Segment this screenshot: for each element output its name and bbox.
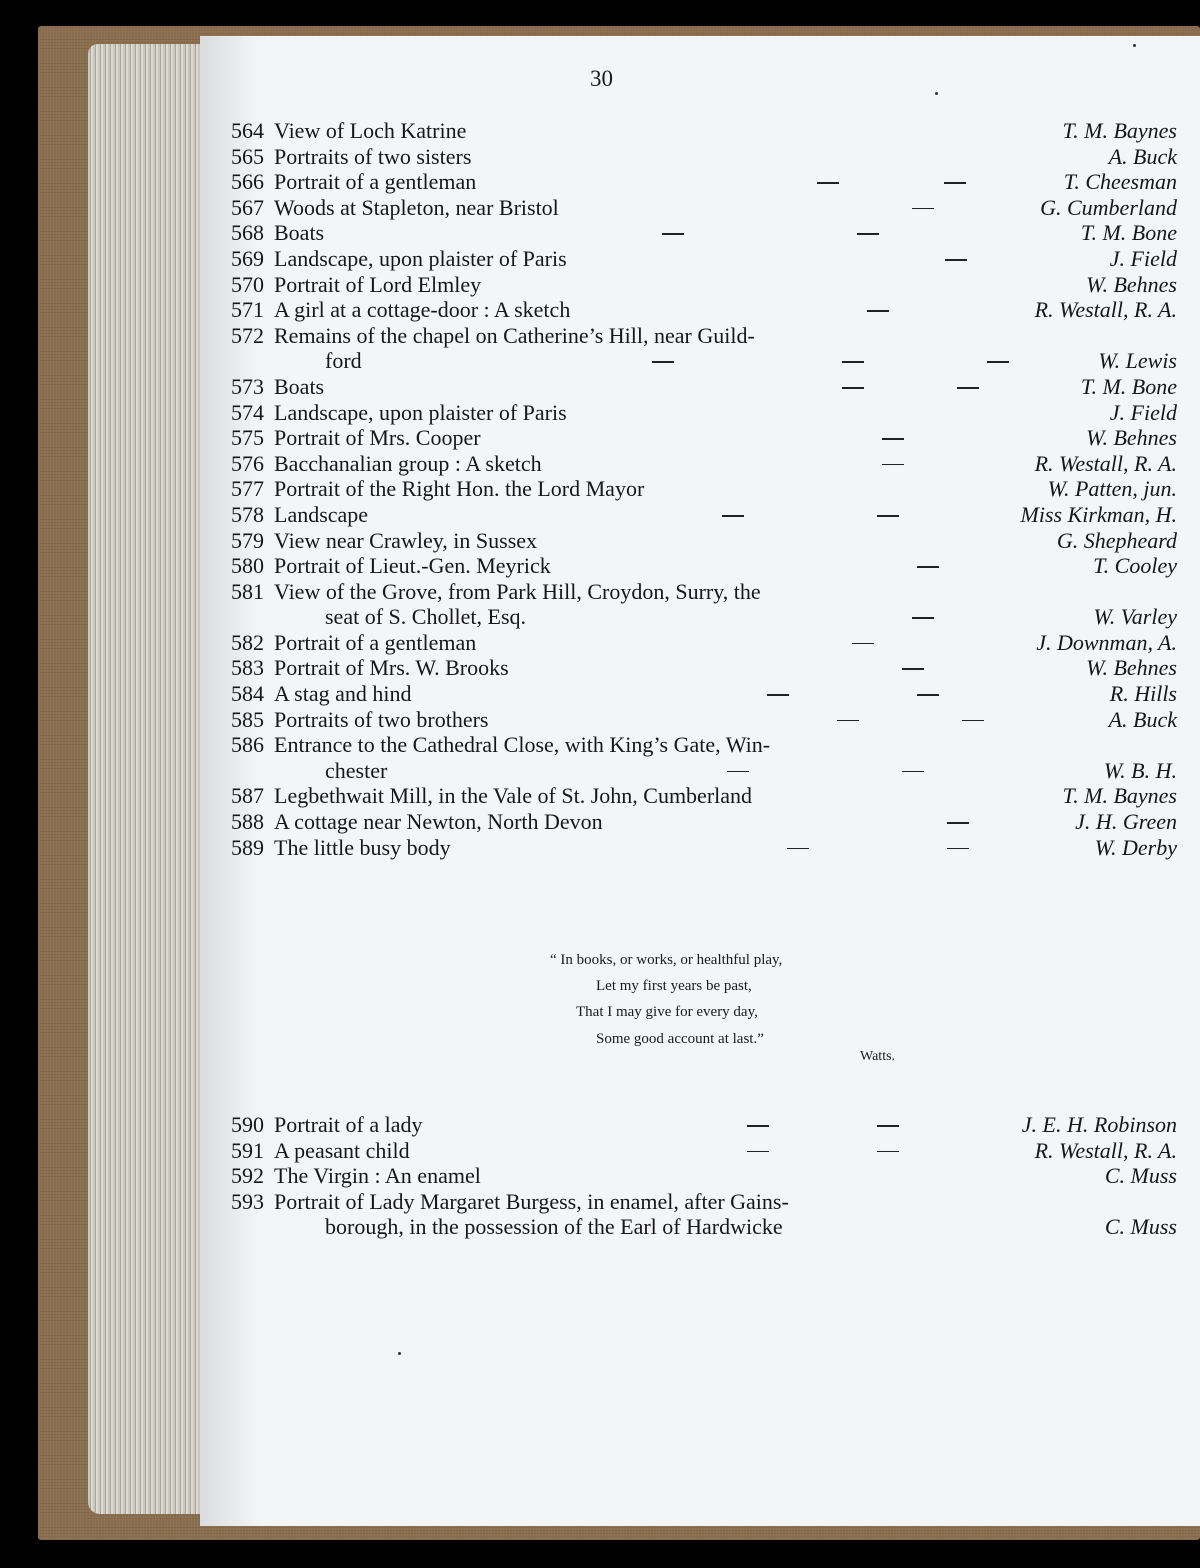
leader-dash	[722, 515, 744, 517]
leader-dash	[877, 515, 899, 517]
entry-artist: C. Muss	[1104, 1163, 1177, 1189]
entry-artist: J. E. H. Robinson	[1021, 1112, 1177, 1137]
leader-dash	[817, 182, 839, 184]
leader-dash	[882, 438, 904, 440]
entry-number: 566	[231, 169, 264, 195]
entry-number: 581	[231, 578, 264, 604]
entry-artist: W. Behnes	[1086, 271, 1177, 297]
leader-dash	[662, 233, 684, 235]
catalogue-entry	[222, 553, 1177, 579]
entry-number: 564	[231, 118, 264, 143]
entry-artist: T. Cooley	[1093, 553, 1177, 579]
page-edges	[88, 44, 208, 1514]
entry-title: View of Loch Katrine	[274, 118, 467, 143]
leader-dash	[857, 233, 879, 235]
quote-line: That I may give for every day,	[576, 1004, 758, 1020]
catalogue-entry	[222, 783, 1177, 809]
leader-dash	[882, 464, 904, 466]
entry-number: 583	[231, 655, 264, 681]
entry-title-continued: chester	[325, 757, 388, 783]
entry-number: 577	[231, 476, 264, 502]
entry-title: Remains of the chapel on Catherine’s Hill, near Guild-	[274, 322, 755, 348]
entry-artist: J. Field	[1109, 245, 1177, 271]
catalogue-entry	[222, 502, 1177, 528]
ink-speck	[935, 92, 938, 95]
leader-dash	[842, 387, 864, 389]
ink-speck	[398, 1352, 401, 1355]
entry-artist: T. M. Baynes	[1062, 783, 1177, 809]
entry-number: 580	[231, 553, 264, 579]
entry-artist: W. B. H.	[1103, 757, 1177, 783]
leader-dash	[917, 566, 939, 568]
leader-dash	[842, 361, 864, 363]
leader-dash	[877, 1151, 899, 1153]
quote-line: Some good account at last.”	[596, 1031, 764, 1047]
leader-dash	[747, 1125, 769, 1127]
entry-artist: Miss Kirkman, H.	[1020, 501, 1177, 527]
entry-number: 574	[231, 399, 264, 425]
catalogue-entry	[222, 655, 1177, 681]
entry-title-continued: ford	[325, 348, 362, 374]
entry-number: 572	[231, 322, 264, 348]
entry-number: 589	[231, 834, 264, 860]
leader-dash	[902, 668, 924, 670]
entry-number: 584	[231, 681, 264, 707]
catalogue-entry	[222, 630, 1177, 656]
entry-artist: T. Cheesman	[1063, 169, 1177, 195]
leader-dash	[867, 310, 889, 312]
catalogue-entry	[222, 297, 1177, 323]
catalogue-entry-continuation	[222, 1214, 1177, 1240]
catalogue-entry	[222, 835, 1177, 861]
entry-title: Woods at Stapleton, near Bristol	[274, 194, 559, 220]
entry-title: Landscape, upon plaister of Paris	[274, 399, 567, 425]
leader-dash	[767, 694, 789, 696]
entry-number: 582	[231, 629, 264, 655]
entry-artist: A. Buck	[1108, 706, 1177, 732]
leader-dash	[947, 848, 969, 850]
entry-number: 569	[231, 245, 264, 271]
catalogue-entry	[222, 374, 1177, 400]
entry-title: Portrait of a gentleman	[274, 629, 477, 655]
entry-title: Portraits of two sisters	[274, 143, 472, 169]
entry-number: 571	[231, 297, 264, 323]
entry-artist: W. Patten, jun.	[1047, 476, 1177, 502]
entry-number: 579	[231, 527, 264, 553]
entry-title: Boats	[274, 373, 325, 399]
quote-line: Let my first years be past,	[596, 978, 752, 994]
catalogue-entry	[222, 681, 1177, 707]
entry-title: Portrait of Mrs. Cooper	[274, 425, 481, 451]
catalogue-entry	[222, 220, 1177, 246]
entry-artist: T. M. Bone	[1080, 220, 1177, 246]
leader-dash	[877, 1125, 899, 1127]
catalogue-entry	[222, 169, 1177, 195]
entry-title: Bacchanalian group : A sketch	[274, 450, 542, 476]
quote-attribution: Watts.	[860, 1049, 896, 1064]
page-number: 30	[590, 66, 613, 91]
catalogue-entry	[222, 707, 1177, 733]
catalogue-entry	[222, 476, 1177, 502]
catalogue-entry	[222, 451, 1177, 477]
leader-dash	[947, 822, 969, 824]
ink-speck	[1133, 44, 1136, 47]
entry-number: 573	[231, 373, 264, 399]
entry-title: Portrait of Lieut.-Gen. Meyrick	[274, 553, 551, 579]
entry-number: 575	[231, 425, 264, 451]
entry-artist: T. M. Baynes	[1062, 118, 1177, 143]
entry-title: A peasant child	[274, 1137, 410, 1163]
entry-artist: R. Westall, R. A.	[1034, 297, 1177, 323]
entry-artist: W. Derby	[1094, 834, 1177, 860]
catalogue-entry	[222, 1163, 1177, 1189]
catalogue-entry	[222, 195, 1177, 221]
catalogue-entry	[222, 144, 1177, 170]
entry-number: 592	[231, 1163, 264, 1189]
entry-artist: J. Downman, A.	[1036, 629, 1177, 655]
catalogue-entry	[222, 528, 1177, 554]
entry-artist: G. Shepheard	[1056, 527, 1177, 553]
entry-artist: W. Behnes	[1086, 425, 1177, 451]
entry-artist: T. M. Bone	[1080, 373, 1177, 399]
catalogue-entries	[222, 118, 1177, 860]
leader-dash	[962, 720, 984, 722]
leader-dash	[957, 387, 979, 389]
leader-dash	[944, 182, 966, 184]
entry-number: 578	[231, 501, 264, 527]
entry-title: Entrance to the Cathedral Close, with King’s Gate, Win-	[274, 732, 771, 758]
leader-dash	[652, 361, 674, 363]
leader-dash	[912, 208, 934, 210]
entry-title: Landscape, upon plaister of Paris	[274, 245, 567, 271]
entry-title: Portrait of Mrs. W. Brooks	[274, 655, 509, 681]
entry-number: 590	[231, 1112, 264, 1137]
entry-artist: C. Muss	[1104, 1214, 1177, 1240]
catalogue-entry	[222, 425, 1177, 451]
entry-number: 588	[231, 809, 264, 835]
entry-artist: J. Field	[1109, 399, 1177, 425]
entry-title: Portrait of Lord Elmley	[274, 271, 482, 297]
catalogue-entry	[222, 272, 1177, 298]
entry-number: 576	[231, 450, 264, 476]
entry-title: The Virgin : An enamel	[274, 1163, 481, 1189]
entry-number: 586	[231, 732, 264, 758]
leader-dash	[787, 848, 809, 850]
entry-artist: R. Hills	[1109, 681, 1177, 707]
entry-title: Portrait of a gentleman	[274, 169, 477, 195]
leader-dash	[987, 361, 1009, 363]
entry-artist: J. H. Green	[1075, 809, 1177, 835]
entry-artist: R. Westall, R. A.	[1034, 450, 1177, 476]
entry-title: Portrait of Lady Margaret Burgess, in enamel, after Gains-	[274, 1188, 789, 1214]
leader-dash	[837, 720, 859, 722]
catalogue-entry-continuation	[222, 604, 1177, 630]
entry-title-continued: borough, in the possession of the Earl of Hardwicke	[325, 1214, 783, 1240]
catalogue-entry	[222, 246, 1177, 272]
catalogue-entry	[222, 809, 1177, 835]
catalogue-entry	[222, 400, 1177, 426]
leader-dash	[747, 1151, 769, 1153]
entry-number: 587	[231, 783, 264, 809]
entry-artist: R. Westall, R. A.	[1034, 1137, 1177, 1163]
catalogue-entry	[222, 118, 1177, 144]
catalogue-entry-continuation	[222, 348, 1177, 374]
catalogue-entry	[222, 323, 1177, 349]
entry-title: Landscape	[274, 501, 369, 527]
entry-number: 567	[231, 194, 264, 220]
leader-dash	[917, 694, 939, 696]
catalogue-entry	[222, 1112, 1177, 1138]
catalogue-entry-continuation	[222, 758, 1177, 784]
entry-title-continued: seat of S. Chollet, Esq.	[325, 604, 527, 630]
entry-artist: W. Varley	[1093, 604, 1177, 630]
leader-dash	[727, 771, 749, 773]
quote-line: “ In books, or works, or healthful play,	[550, 952, 783, 968]
entry-title: View near Crawley, in Sussex	[274, 527, 538, 553]
entry-title: A cottage near Newton, North Devon	[274, 809, 603, 835]
entry-title: Portrait of a lady	[274, 1112, 423, 1137]
catalogue-entry	[222, 1189, 1177, 1215]
entry-title: Portraits of two brothers	[274, 706, 489, 732]
catalogue-entries-continued	[222, 1112, 1177, 1240]
entry-title: Boats	[274, 220, 325, 246]
leader-dash	[912, 617, 934, 619]
entry-artist: W. Lewis	[1098, 348, 1177, 374]
entry-title: A stag and hind	[274, 681, 412, 707]
entry-artist: W. Behnes	[1086, 655, 1177, 681]
catalogue-entry	[222, 579, 1177, 605]
catalogue-entry	[222, 732, 1177, 758]
leader-dash	[945, 259, 967, 261]
leader-dash	[902, 771, 924, 773]
entry-number: 570	[231, 271, 264, 297]
entry-title: View of the Grove, from Park Hill, Croydon, Surry, the	[274, 578, 761, 604]
entry-title: Portrait of the Right Hon. the Lord Mayor	[274, 476, 645, 502]
leader-dash	[852, 643, 874, 645]
entry-title: A girl at a cottage-door : A sketch	[274, 297, 571, 323]
entry-artist: G. Cumberland	[1040, 194, 1177, 220]
entry-number: 565	[231, 143, 264, 169]
catalogue-entry	[222, 1138, 1177, 1164]
entry-artist: A. Buck	[1108, 143, 1177, 169]
entry-title: The little busy body	[274, 834, 451, 860]
entry-number: 568	[231, 220, 264, 246]
entry-number: 593	[231, 1188, 264, 1214]
entry-number: 585	[231, 706, 264, 732]
entry-number: 591	[231, 1137, 264, 1163]
entry-title: Legbethwait Mill, in the Vale of St. John, Cumberland	[274, 783, 753, 809]
